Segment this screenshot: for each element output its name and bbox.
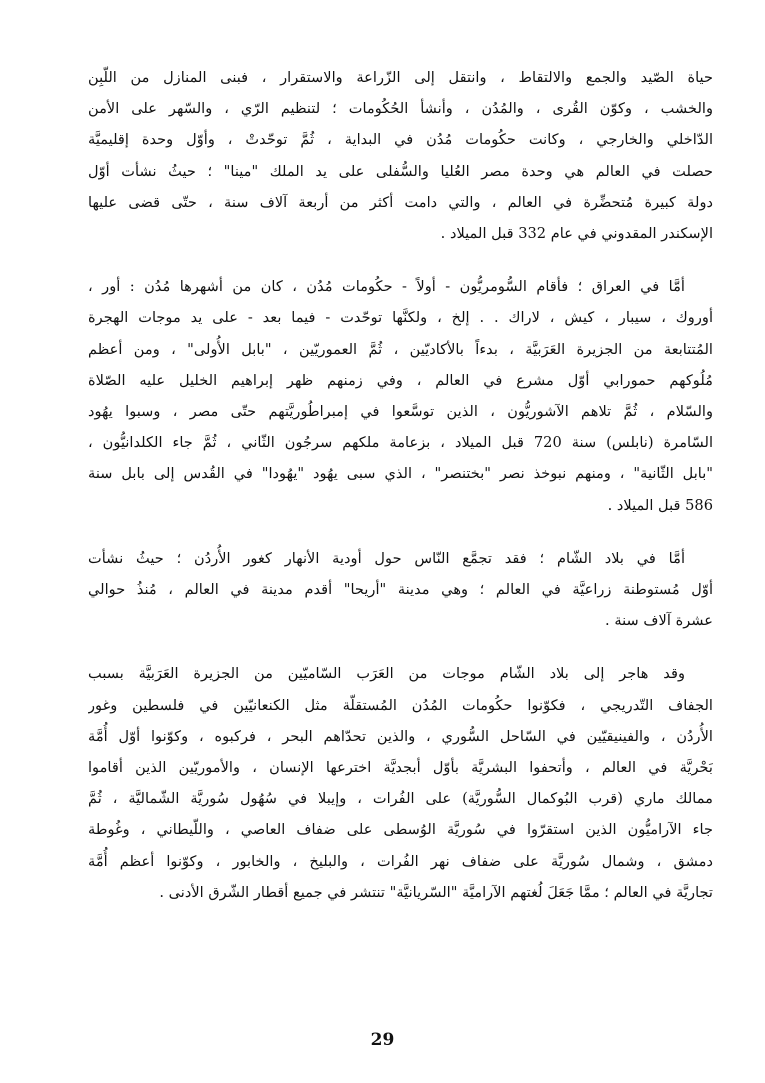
- text-line: "بابل الثّانية" ، ومنهم نبوخذ نصر "بختنصر" ، الذي سبى يهُود "يهُودا" في القُدس إلى بابل سنة: [88, 465, 713, 483]
- text-line: حياة الصّيد والجمع والالتقاط ، وانتقل إلى الزّراعة والاستقرار ، فبنى المنازل من اللّبِن: [88, 69, 713, 86]
- text-line: الدّاخلي والخارجي ، وكانت حكُومات مُدُن في البداية ، ثُمَّ توحّدتْ ، وأوّل وحدة إقليميَّة: [88, 131, 713, 149]
- text-line: أوروك ، سيبار ، كيش ، لاراك . . إلخ ، ولكنَّها توحّدت - فيما بعد - على يد موجات الهجرة: [88, 309, 713, 327]
- text-line: الجفاف التّدريجي ، فكوّنوا حكُومات المُدُن المُستقلّة مثل الكنعانيّين في فلسطين وغور: [88, 696, 713, 714]
- text-line: عشرة آلاف سنة .: [605, 612, 713, 630]
- text-line: أمَّا في العراق ؛ فأقام السُّومريُّون - أولاً - حكُومات مُدُن ، كان من أشهرها مُدُن : أور ،: [88, 278, 685, 296]
- text-line: والسّلام ، ثُمَّ تلاهم الآشوريُّون ، الذين توسَّعوا في إمبراطُوريَّتهم حتّى مصر ، وسبوا يهُود: [88, 403, 713, 421]
- text-line: بَحْريَّة في العالم ، وأتحفوا البشريَّة بأوّل أبجديَّة اخترعها الإنسان ، والأموريّين الذين أقاموا: [88, 759, 713, 777]
- text-line: وقد هاجر إلى بلاد الشّام موجات من العَرَب السّاميّين من الجزيرة العَرَبيَّة بسبب: [88, 665, 685, 683]
- text-line: مُلُوكهم حمورابي أوّل مشرع في العالم ، وفي زمنهم ظهر إبراهيم الخليل عليه الصّلاة: [88, 371, 713, 389]
- text-line: 586 قبل الميلاد .: [607, 496, 713, 514]
- page-number: 29: [370, 1030, 395, 1050]
- text-line: والخشب ، وكوّن القُرى ، والمُدُن ، وأنشأ الحُكُومات ؛ لتنظيم الرّي ، والسّهر على الأمن: [88, 100, 713, 118]
- text-line: ممالك ماري (قرب البُوكمال السُّوريَّة) على الفُرات ، وإيبلا في سُهُول سُوريَّة الشّماليَّة ، ثُمَّ: [88, 790, 713, 808]
- page-body: [88, 62, 713, 930]
- text-line: دمشق ، وشمال سُوريَّة على ضفاف نهر الفُرات ، والبليخ ، والخابور ، وكوّنوا أعظم أُمَّة: [88, 852, 713, 870]
- text-line: المُتتابعة من الجزيرة العَرَبيَّة ، بدءاً بالأكاديّين ، ثُمَّ العموريّين ، "بابل الأُولى" ، ومن أعظم: [88, 340, 713, 358]
- paragraph-egypt: [88, 62, 713, 249]
- text-line: السّامرة (نابلس) سنة 720 قبل الميلاد ، بزعامة ملكهم سرجُون الثّاني ، ثُمَّ جاء الكلدانيُّون ،: [88, 434, 713, 452]
- text-line: أوّل مُستوطنة زراعيَّة في العالم ؛ وهي مدينة "أريحا" أقدم مدينة في العالم ، مُنذُ حوالي: [88, 581, 713, 599]
- paragraph-iraq: [88, 271, 713, 521]
- paragraph-migrations: [88, 658, 713, 908]
- text-line: دولة كبيرة مُتحضِّرة في العالم ، والتي دامت أكثر من أربعة آلاف سنة ، حتّى قضى عليها: [88, 193, 713, 211]
- text-line: الإسكندر المقدوني في عام 332 قبل الميلاد .: [440, 225, 713, 243]
- text-line: أمَّا في بلاد الشّام ؛ فقد تجمَّع النّاس حول أودية الأنهار كغور الأُردُن ؛ حيثُ نشأت: [88, 549, 685, 567]
- text-line: تجاريَّة في العالم ؛ ممَّا جَعَلَ لُغتهم الآراميَّة "السّريانيَّة" تنتشر في جميع أقطار الشّرق الأدنى .: [159, 883, 713, 901]
- text-line: حصلت في العالم هي وحدة مصر العُليا والسُّفلى على يد الملك "مينا" ؛ حيثُ نشأت أوّل: [88, 162, 713, 180]
- text-line: الأُردُن ، والفينيقيّين في السّاحل السُّوري ، والذين تحدّاهم البحر ، فركبوه ، وكوّنوا أوّل أُمَّة: [88, 727, 713, 745]
- text-line: جاء الآراميُّون الذين استقرّوا في سُوريَّة الوُسطى على ضفاف العاصي ، واللّيطاني ، وغُوطة: [88, 821, 713, 839]
- paragraph-levant: [88, 543, 713, 637]
